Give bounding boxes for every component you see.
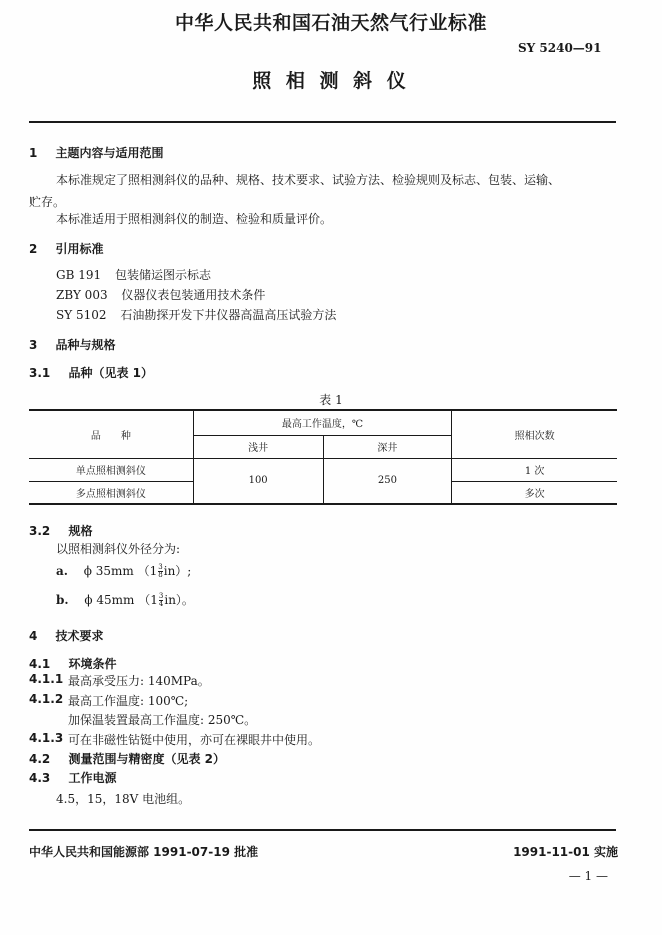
section-3-2-heading [29,522,92,539]
table-header-deep: 深井 [323,435,452,458]
s1-paragraph-1-line-1: 本标准规定了照相测斜仪的品种、规格、技术要求、试验方法、检验规则及标志、包装、运输、 [56,173,561,187]
section-title: 测量范围与精密度（见表 2） [68,752,225,766]
spec-item-a [56,562,191,579]
header-rule [29,121,616,123]
table-cell-count: 多次 [452,481,617,504]
section-number: 3.1 [29,366,51,380]
page-number: — 1 — [568,869,608,883]
clause-text: 最高承受压力: 140MPa。 [68,674,210,688]
clause-4-1-3 [29,731,321,747]
reference-code: ZBY 003 [56,288,108,302]
approval-line: 中华人民共和国能源部 1991-07-19 批准 [29,845,259,859]
clause-number: 4.1.2 [29,692,64,706]
table-header-variety: 品 种 [29,410,193,458]
s43-text: 4.5，15，18V 电池组。 [56,792,191,806]
section-number: 4.1 [29,657,51,671]
section-2-heading [29,240,104,257]
table-1-caption: 表 1 [319,393,343,407]
standard-org-header: 中华人民共和国石油天然气行业标准 [174,12,487,34]
section-title: 引用标准 [55,242,104,256]
section-4-2-heading [29,750,225,767]
reference-item [56,266,211,283]
reference-name: 仪器仪表包装通用技术条件 [121,288,266,302]
clause-number: 4.1.1 [29,672,64,686]
reference-code: GB 191 [56,268,102,282]
fraction: $\frac{3}{4}$ [158,592,164,608]
section-title: 主题内容与适用范围 [55,146,164,160]
table-cell-deep-value: 250 [323,458,452,504]
section-1-heading [29,144,164,161]
section-4-heading [29,627,104,644]
section-3-heading [29,336,116,353]
spec-pre: ϕ 35mm （1 [83,564,158,578]
standard-code: SY 5240—91 [518,41,602,55]
table-cell-variety: 单点照相测斜仪 [29,458,193,481]
section-4-3-heading [29,769,116,786]
section-number: 3 [29,338,38,352]
section-number: 4 [29,629,38,643]
table-cell-count: 1 次 [452,458,617,481]
reference-code: SY 5102 [56,308,107,322]
clause-4-1-2-cont: 加保温装置最高工作温度: 250℃。 [68,713,257,727]
fraction: $\frac{3}{8}$ [158,563,163,579]
clause-4-1-1 [29,672,210,688]
table-cell-shallow-value: 100 [193,458,323,504]
table-cell-variety: 多点照相测斜仪 [29,481,193,504]
spec-post: in）。 [164,593,194,607]
section-title: 品种（见表 1） [68,366,153,380]
section-title: 规格 [68,524,93,538]
section-title: 技术要求 [55,629,104,643]
document-title: 照 相 测 斜 仪 [252,70,410,92]
section-number: 4.2 [29,752,51,766]
s1-paragraph-2: 本标准适用于照相测斜仪的制造、检验和质量评价。 [56,212,333,226]
reference-name: 包装储运图示标志 [114,268,211,282]
section-3-1-heading [29,364,153,381]
section-number: 4.3 [29,771,51,785]
s32-intro: 以照相测斜仪外径分为: [56,542,181,556]
reference-name: 石油勘探开发下井仪器高温高压试验方法 [120,308,337,322]
section-4-1-heading [29,655,116,672]
table-header-count: 照相次数 [452,410,617,458]
section-title: 环境条件 [68,657,117,671]
footer-rule [29,829,616,831]
section-number: 2 [29,242,38,256]
spec-pre: ϕ 45mm （1 [84,593,158,607]
reference-item [56,306,336,323]
clause-number: 4.1.3 [29,731,64,745]
table-header-maxtemp: 最高工作温度，℃ [193,410,452,435]
spec-post: in）; [163,564,192,578]
section-title: 工作电源 [68,771,117,785]
table-header-shallow: 浅井 [193,435,323,458]
implementation-date: 1991-11-01 实施 [513,845,618,859]
spec-label: a. [56,564,68,578]
reference-item [56,286,265,303]
s1-paragraph-1-line-2: 贮存。 [29,195,66,209]
clause-text: 可在非磁性钻铤中使用，亦可在裸眼井中使用。 [68,733,321,747]
section-number: 3.2 [29,524,51,538]
spec-label: b. [56,593,69,607]
table-1 [29,409,617,505]
section-title: 品种与规格 [55,338,116,352]
clause-text: 最高工作温度: 100℃; [68,694,189,708]
section-number: 1 [29,146,38,160]
spec-item-b [56,591,194,608]
clause-4-1-2 [29,692,189,708]
